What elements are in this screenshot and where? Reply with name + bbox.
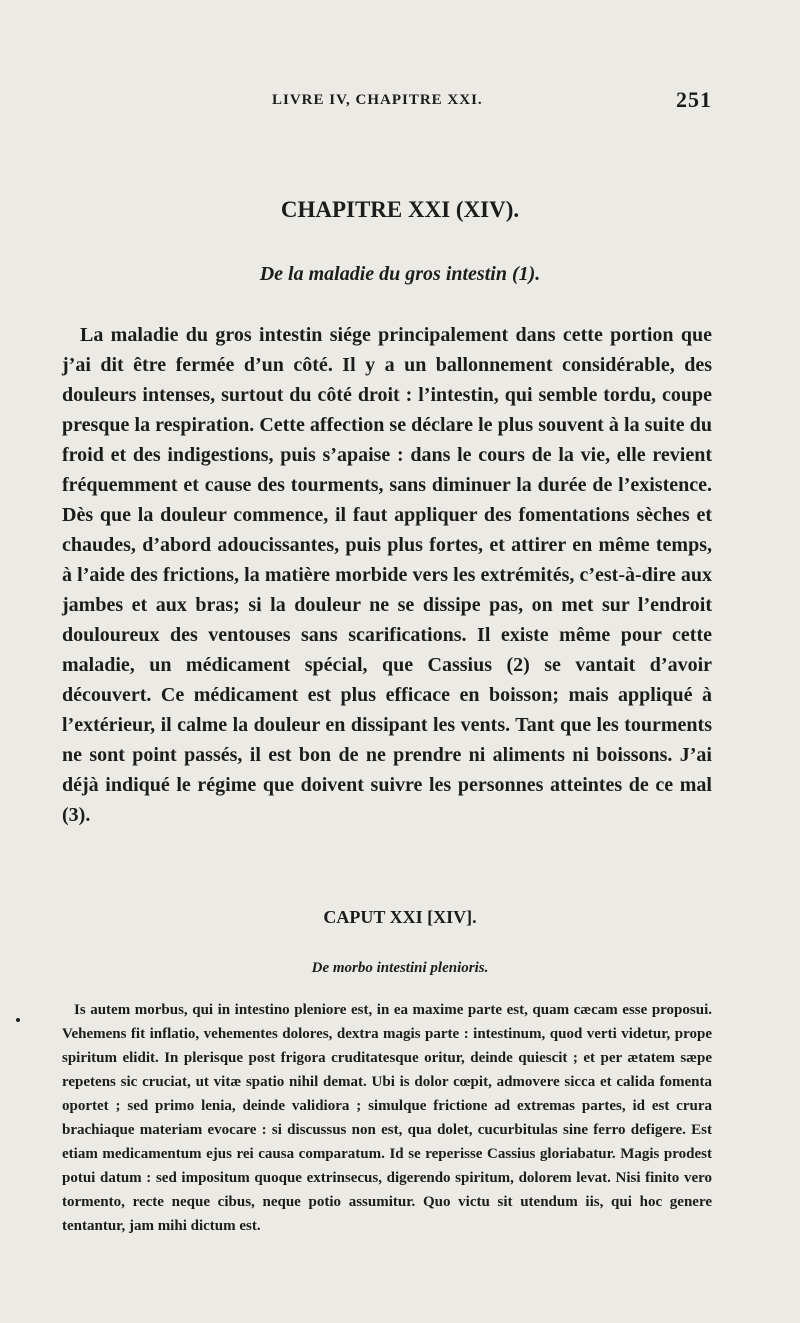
french-body-text: La maladie du gros intestin siége principalement dans cette portion que j’ai dit être fermée d’un côté. Il y a un ballonnement considérable, des douleurs intenses, surtout du côté droit : l’intestin, qui semble tordu, coupe presque la respiration. Cette affection se déclare le plus souvent à la suite du froid et des indigestions, puis s’apaise : dans le cours de la vie, elle revient fréquemment et cause des tourments, sans diminuer la durée de l’existence. Dès que la douleur commence, il faut appliquer des fomentations sèches et chaudes, d’abord adoucissantes, puis plus fortes, et attirer en même temps, à l’aide des frictions, la matière morbide vers les extrémités, c’est-à-dire aux jambes et aux bras; si la douleur ne se dissipe pas, on met sur l’endroit douloureux des ventouses sans scarifications. Il existe même pour cette maladie, un médicament spécial, que Cassius (2) se vantait d’avoir découvert. Ce médicament est plus efficace en boisson; mais appliqué à l’extérieur, il calme la douleur en dissipant les vents. Tant que les tourments ne sont point passés, il est bon de ne prendre ni aliments ni boissons. J’ai déjà indiqué le régime que doivent suivre les personnes atteintes de ce mal (3). xyxy=(62,324,712,826)
chapter-subtitle: De la maladie du gros intestin (1). xyxy=(259,263,541,285)
page-number: 251 xyxy=(676,87,712,112)
caput-subtitle: De morbo intestini plenioris. xyxy=(311,960,489,976)
latin-body-text: Is autem morbus, qui in intestino pleniore est, in ea maxime parte est, quam cæcam esse proposui. Vehemens fit inflatio, vehementes dolores, dextra magis parte : intestinum, quod verti videtur, prope spiritum elidit. In plerisque post frigora cruditatesque oritur, deinde quiescit ; et per ætatem sæpe repetens sic cruciat, ut vitæ spatio nihil demat. Ubi is dolor cœpit, admovere sicca et calida fomenta oportet ; sed primo lenia, deinde validiora ; simulque frictione ad extremas partes, id est crura brachiaque materiam evocare : si discussus non est, qua dolet, cucurbitulas sine ferro defigere. Est etiam medicamentum ejus rei causa comparatum. Id se reperisse Cassius gloriabatur. Magis prodest potui datum : sed impositum quoque extrinsecus, digerendo spiritum, dolorem levat. Nisi finito vero tormento, recte neque cibus, neque potio assumitur. Quo victu sit utendum iis, qui hoc genere tentantur, jam mihi dictum est. xyxy=(62,1002,712,1234)
chapter-title: CHAPITRE XXI (XIV). xyxy=(280,197,520,222)
running-title: LIVRE IV, CHAPITRE XXI. xyxy=(272,92,483,108)
margin-mark xyxy=(16,1018,20,1022)
caput-title: CAPUT XXI [XIV]. xyxy=(323,907,477,927)
